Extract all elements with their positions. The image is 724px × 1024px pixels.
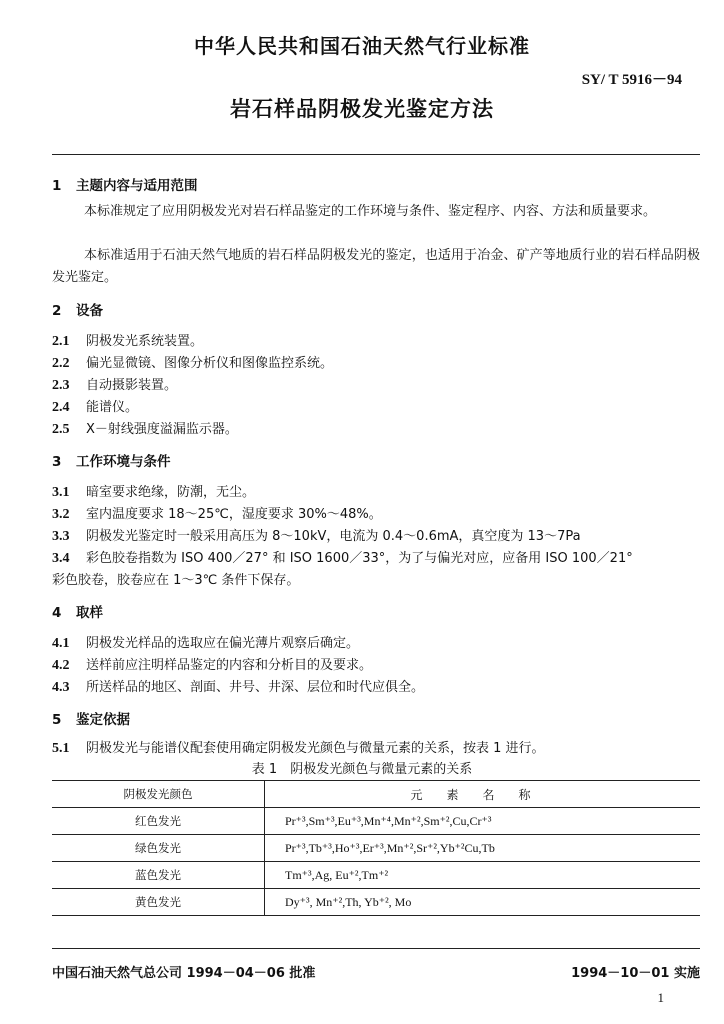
section-5-heading <box>52 708 130 728</box>
section-3-heading <box>52 450 171 470</box>
element-color-table <box>52 780 700 916</box>
section-1-paragraph-2: 本标准适用于石油天然气地质的岩石样品阴极发光的鉴定，也适用于冶金、矿产等地质行业的岩石样品阴极发光鉴定。 <box>52 248 700 285</box>
table-row <box>52 835 700 862</box>
item-text: 阴极发光与能谱仪配套使用确定阴极发光颜色与微量元素的关系，按表 1 进行。 <box>86 741 545 756</box>
item-number: 2.4 <box>52 400 70 415</box>
section-title: 主题内容与适用范围 <box>76 178 198 194</box>
list-item <box>52 481 255 501</box>
table-cell-elements: Dy⁺³, Mn⁺²,Th, Yb⁺², Mo <box>285 894 412 909</box>
list-item-continuation: 彩色胶卷，胶卷应在 1～3℃ 条件下保存。 <box>52 573 300 588</box>
item-text: 彩色胶卷指数为 ISO 400／27° 和 ISO 1600／33°，为了与偏光对应，应备用 ISO 100／21° <box>86 551 633 566</box>
section-number: 2 <box>52 303 62 319</box>
list-item <box>52 737 545 757</box>
table-caption: 表 1 阴极发光颜色与微量元素的关系 <box>251 762 473 777</box>
table-header-cell: 元素名称 <box>410 787 555 802</box>
header-divider <box>52 154 700 155</box>
list-item <box>52 547 633 567</box>
item-number: 3.2 <box>52 507 70 522</box>
section-title: 鉴定依据 <box>76 712 130 728</box>
item-text: 送样前应注明样品鉴定的内容和分析目的及要求。 <box>86 658 373 673</box>
item-number: 5.1 <box>52 741 70 756</box>
section-number: 5 <box>52 712 62 728</box>
section-title: 工作环境与条件 <box>76 454 171 470</box>
item-number: 2.3 <box>52 378 70 393</box>
section-1-paragraph-1: 本标准规定了应用阴极发光对岩石样品鉴定的工作环境与条件、鉴定程序、内容、方法和质量要求。 <box>84 204 657 219</box>
list-item <box>52 525 581 545</box>
table-header-row <box>52 781 700 808</box>
item-text: 室内温度要求 18～25℃，湿度要求 30%～48%。 <box>86 507 382 522</box>
section-number: 3 <box>52 454 62 470</box>
table-row <box>52 808 700 835</box>
item-text: 阴极发光系统装置。 <box>86 334 204 349</box>
item-number: 2.1 <box>52 334 70 349</box>
item-text: 自动摄影装置。 <box>86 378 178 393</box>
table-cell-elements: Tm⁺³,Ag, Eu⁺²,Tm⁺² <box>285 867 389 882</box>
footer-divider <box>52 948 700 949</box>
list-item <box>52 330 203 350</box>
document-title: 岩石样品阴极发光鉴定方法 <box>230 97 494 121</box>
section-title: 设备 <box>76 303 103 319</box>
table-cell-color: 绿色发光 <box>52 835 265 862</box>
table-cell-elements: Pr⁺³,Sm⁺³,Eu⁺³,Mn⁺⁴,Mn⁺²,Sm⁺²,Cu,Cr⁺³ <box>285 813 492 828</box>
item-number: 4.1 <box>52 636 70 651</box>
list-item <box>52 632 359 652</box>
table-cell-color: 红色发光 <box>52 808 265 835</box>
item-text: 阴极发光鉴定时一般采用高压为 8～10kV，电流为 0.4～0.6mA，真空度为 13～7Pa <box>86 529 581 544</box>
table-row <box>52 862 700 889</box>
item-text: X－射线强度溢漏监示器。 <box>86 422 238 437</box>
section-2-heading <box>52 299 103 319</box>
item-number: 2.5 <box>52 422 70 437</box>
table-cell-color: 黄色发光 <box>52 889 265 916</box>
list-item <box>52 503 382 523</box>
item-text: 能谱仪。 <box>86 400 139 415</box>
list-item <box>52 374 177 394</box>
section-title: 取样 <box>76 605 103 621</box>
item-text: 偏光显微镜、图像分析仪和图像监控系统。 <box>86 356 334 371</box>
list-item <box>52 676 424 696</box>
standard-code: SY/ T 5916－94 <box>581 72 682 88</box>
section-1-heading <box>52 174 198 194</box>
list-item <box>52 654 372 674</box>
page-number: 1 <box>657 990 664 1005</box>
item-text: 所送样品的地区、剖面、井号、井深、层位和时代应俱全。 <box>86 680 425 695</box>
table-cell-color: 蓝色发光 <box>52 862 265 889</box>
section-4-heading <box>52 601 103 621</box>
list-item <box>52 418 238 438</box>
table-row <box>52 889 700 916</box>
approval-date: 中国石油天然气总公司 1994－04－06 批准 <box>52 966 316 981</box>
list-item <box>52 396 138 416</box>
item-number: 3.1 <box>52 485 70 500</box>
implementation-date: 1994－10－01 实施 <box>571 966 700 981</box>
table-header-cell: 阴极发光颜色 <box>52 781 265 808</box>
standard-header-title: 中华人民共和国石油天然气行业标准 <box>194 34 530 58</box>
item-number: 4.3 <box>52 680 70 695</box>
item-number: 3.3 <box>52 529 70 544</box>
item-number: 4.2 <box>52 658 70 673</box>
table-cell-elements: Pr⁺³,Tb⁺³,Ho⁺³,Er⁺³,Mn⁺²,Sr⁺²,Yb⁺²Cu,Tb <box>285 840 495 855</box>
item-text: 阴极发光样品的选取应在偏光薄片观察后确定。 <box>86 636 360 651</box>
item-text: 暗室要求绝缘，防潮，无尘。 <box>86 485 256 500</box>
item-number: 2.2 <box>52 356 70 371</box>
list-item <box>52 352 333 372</box>
section-number: 4 <box>52 605 62 621</box>
section-number: 1 <box>52 178 62 194</box>
item-number: 3.4 <box>52 551 70 566</box>
